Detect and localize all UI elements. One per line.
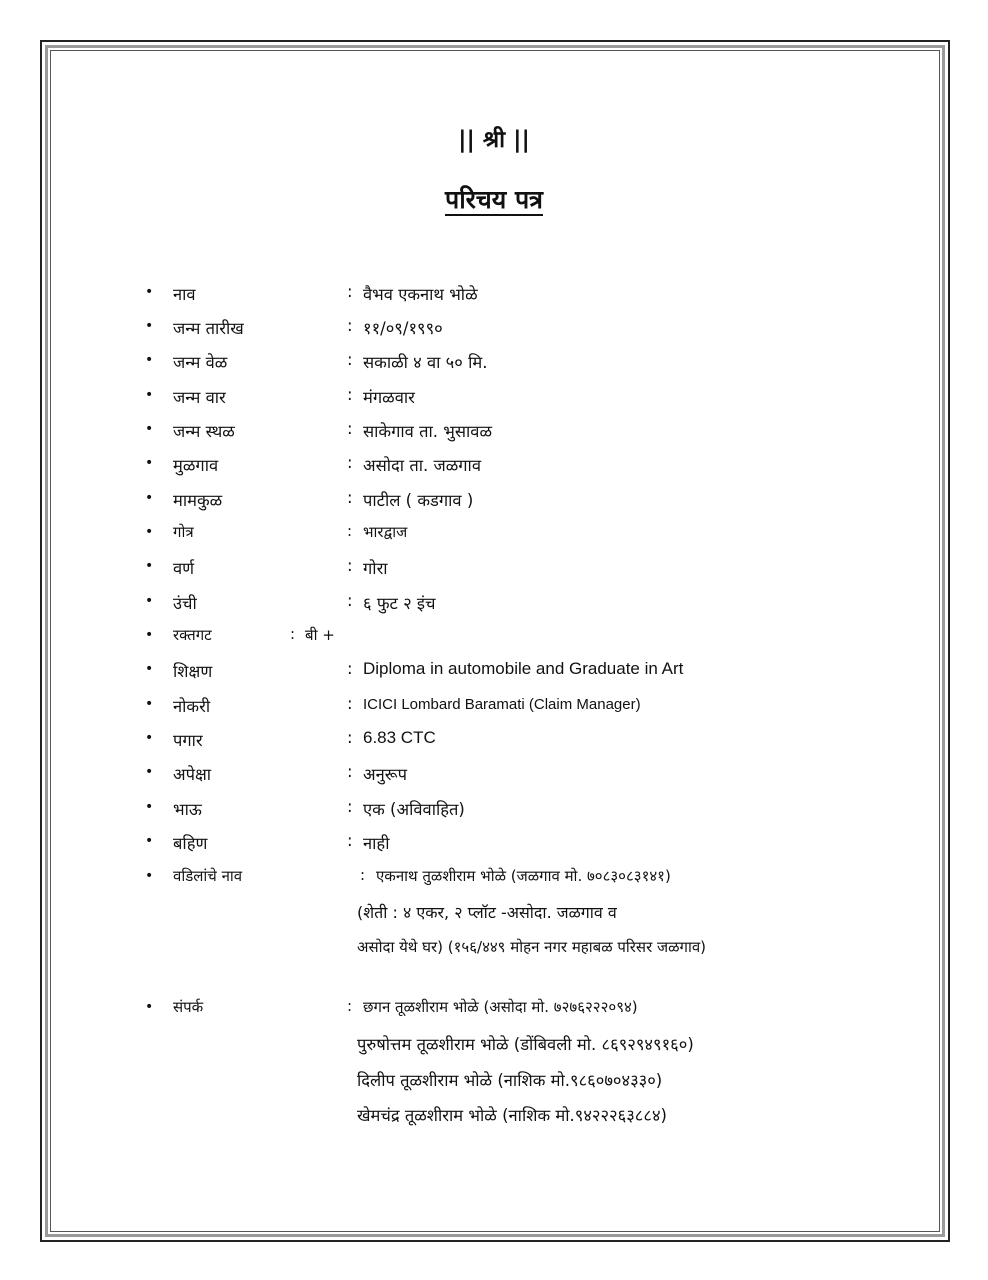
item-label: पगार <box>173 731 203 750</box>
item-label: मामकुळ <box>173 491 223 510</box>
item-label: शिक्षण <box>173 662 213 681</box>
list-item-birth-day <box>0 385 988 415</box>
item-value: ११/०९/१९९० <box>363 319 443 338</box>
list-item-maternal-family <box>0 488 988 518</box>
list-item-complexion <box>0 556 988 586</box>
item-colon: : <box>347 522 353 540</box>
bullet-icon: • <box>145 455 154 471</box>
item-value: गोरा <box>363 559 388 578</box>
item-value: असोदा ता. जळगाव <box>363 456 482 475</box>
item-colon: : <box>347 997 353 1015</box>
bullet-icon: • <box>145 593 154 609</box>
item-label: गोत्र <box>173 523 194 541</box>
item-label: नाव <box>173 285 196 304</box>
item-label: रक्तगट <box>173 626 212 644</box>
document-title <box>0 182 988 216</box>
bullet-icon: • <box>145 490 154 506</box>
bullet-icon: • <box>145 352 154 368</box>
item-colon: : <box>360 866 366 884</box>
item-value: नाही <box>363 834 390 853</box>
father-details-line: (शेती : ४ एकर, २ प्लॉट -असोदा. जळगाव व <box>357 903 617 922</box>
item-value: ६ फुट २ इंच <box>363 594 436 613</box>
list-item-sister <box>0 831 988 861</box>
item-colon: : <box>347 694 353 713</box>
bullet-icon: • <box>145 764 154 780</box>
bullet-icon: • <box>145 999 154 1015</box>
item-value: छगन तूळशीराम भोळे (असोदा मो. ७२७६२२२०९४) <box>363 998 638 1016</box>
item-label: उंची <box>173 594 197 613</box>
bullet-icon: • <box>145 627 154 643</box>
item-colon: : <box>347 762 353 781</box>
bullet-icon: • <box>145 284 154 300</box>
bullet-icon: • <box>145 696 154 712</box>
item-colon: : <box>347 453 353 472</box>
item-label: भाऊ <box>173 800 202 819</box>
item-label: वर्ण <box>173 559 195 578</box>
item-value: सकाळी ४ वा ५० मि. <box>363 353 488 372</box>
item-label: जन्म स्थळ <box>173 422 235 441</box>
item-colon: : <box>347 419 353 438</box>
item-colon: : <box>347 797 353 816</box>
item-value: साकेगाव ता. भुसावळ <box>363 422 492 441</box>
item-colon: : <box>347 556 353 575</box>
item-value: मंगळवार <box>363 388 415 407</box>
bullet-icon: • <box>145 868 154 884</box>
item-colon: : <box>290 625 296 643</box>
item-value: बी + <box>305 626 335 644</box>
item-colon: : <box>347 385 353 404</box>
contact-line: खेमचंद्र तूळशीराम भोळे (नाशिक मो.९४२२२६३८८४) <box>357 1106 667 1125</box>
item-colon: : <box>347 282 353 301</box>
item-label: अपेक्षा <box>173 765 212 784</box>
bullet-icon: • <box>145 799 154 815</box>
item-value: अनुरूप <box>363 765 407 784</box>
list-item-native-place <box>0 453 988 483</box>
bullet-icon: • <box>145 524 154 540</box>
bullet-icon: • <box>145 833 154 849</box>
list-item-salary <box>0 728 988 758</box>
list-item-brother <box>0 797 988 827</box>
list-item-education <box>0 659 988 689</box>
shri-heading: || श्री || <box>458 127 530 153</box>
list-item-expectation <box>0 762 988 792</box>
item-colon: : <box>347 659 353 678</box>
item-colon: : <box>347 316 353 335</box>
item-value: एक (अविवाहित) <box>363 800 465 819</box>
list-item-birth-date <box>0 316 988 346</box>
bullet-icon: • <box>145 318 154 334</box>
item-value: ICICI Lombard Baramati (Claim Manager) <box>363 696 641 713</box>
contact-line: पुरुषोत्तम तूळशीराम भोळे (डोंबिवली मो. ८६९२९४९१६०) <box>357 1035 694 1054</box>
list-item-blood-group <box>0 625 988 655</box>
item-value: Diploma in automobile and Graduate in Art <box>363 659 684 678</box>
list-item-contact <box>0 997 988 1027</box>
list-item-birth-time <box>0 350 988 380</box>
item-label: बहिण <box>173 834 208 853</box>
item-colon: : <box>347 831 353 850</box>
item-value: एकनाथ तुळशीराम भोळे (जळगाव मो. ७०८३०८३१४१) <box>376 867 671 885</box>
item-value: 6.83 CTC <box>363 728 436 747</box>
item-label: जन्म वार <box>173 388 226 407</box>
father-details-line: असोदा येथे घर) (१५६/४४९ मोहन नगर महाबळ परिसर जळगाव) <box>357 938 707 956</box>
item-colon: : <box>347 488 353 507</box>
list-item-birth-place <box>0 419 988 449</box>
contact-line: दिलीप तूळशीराम भोळे (नाशिक मो.९८६०७०४३३०) <box>357 1071 663 1090</box>
item-label: मुळगाव <box>173 456 219 475</box>
list-item-job <box>0 694 988 724</box>
document-title-text: परिचय पत्र <box>445 185 543 214</box>
item-label: संपर्क <box>173 998 204 1016</box>
item-label: वडिलांचे नाव <box>173 867 243 885</box>
bullet-icon: • <box>145 661 154 677</box>
list-item-name <box>0 282 988 312</box>
item-label: जन्म वेळ <box>173 353 228 372</box>
bullet-icon: • <box>145 558 154 574</box>
item-colon: : <box>347 591 353 610</box>
list-item-gotra <box>0 522 988 552</box>
item-label: जन्म तारीख <box>173 319 244 338</box>
bullet-icon: • <box>145 421 154 437</box>
item-colon: : <box>347 728 353 747</box>
list-item-father-name <box>0 866 988 896</box>
bullet-icon: • <box>145 387 154 403</box>
item-label: नोकरी <box>173 697 211 716</box>
item-value: वैभव एकनाथ भोळे <box>363 285 478 304</box>
item-value: पाटील ( कडगाव ) <box>363 491 474 510</box>
item-value: भारद्वाज <box>363 523 408 541</box>
item-colon: : <box>347 350 353 369</box>
list-item-height <box>0 591 988 621</box>
bullet-icon: • <box>145 730 154 746</box>
